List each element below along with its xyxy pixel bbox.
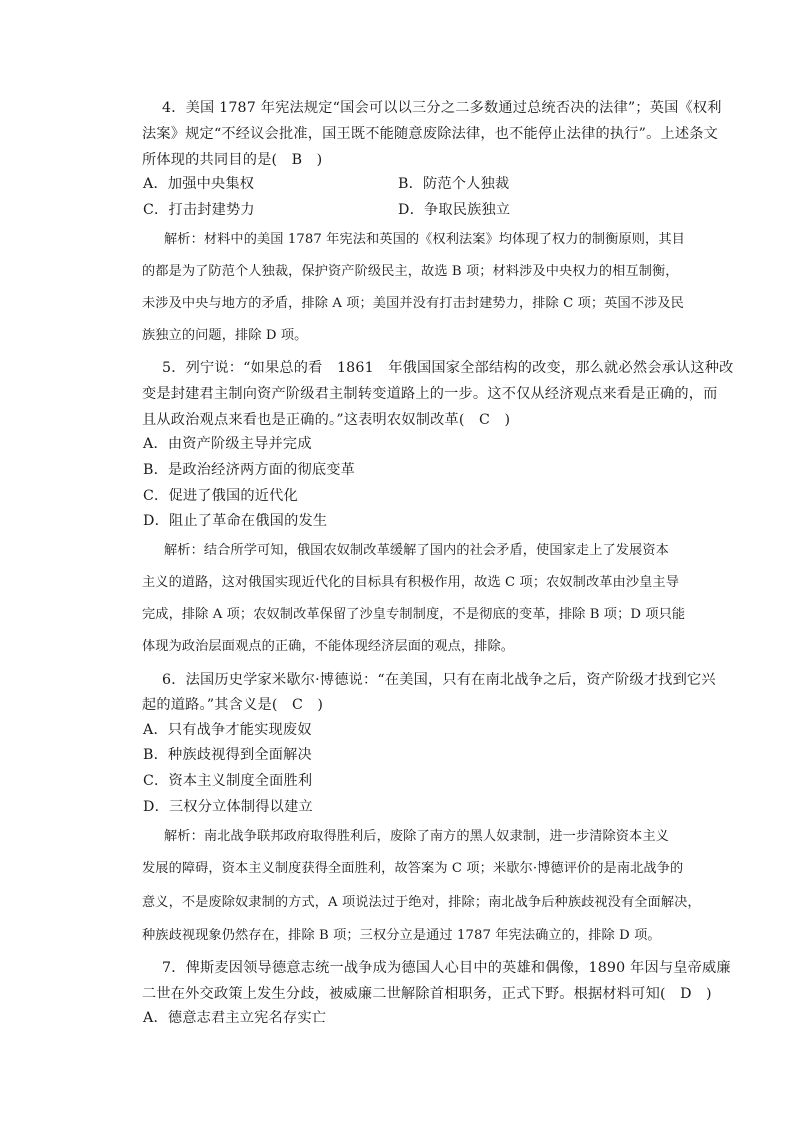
option-a: A．加强中央集权 <box>143 176 255 192</box>
option-d: D．阻止了革命在俄国的发生 <box>143 513 328 529</box>
explanation-line: 发展的障碍，资本主义制度获得全面胜利，故答案为 C 项；米歇尔·博德评价的是南北战争的 <box>142 861 684 876</box>
explanation-line: 解析：南北战争联邦政府取得胜利后，废除了南方的黑人奴隶制，进一步清除资本主义 <box>164 829 669 844</box>
option-b: B．防范个人独裁 <box>398 176 510 192</box>
question-stem-line: 7．俾斯麦因领导德意志统一战争成为德国人心目中的英雄和偶像，1890 年因与皇帝威廉 <box>162 960 731 976</box>
explanation-line: 族独立的问题，排除 D 项。 <box>142 328 308 343</box>
question-stem-line: 起的道路。”其含义是( C ) <box>142 697 324 713</box>
explanation-line: 的都是为了防范个人独裁，保护资产阶级民主，故选 B 项；材料涉及中央权力的相互制衡， <box>142 264 679 279</box>
explanation-line: 解析：材料中的美国 1787 年宪法和英国的《权利法案》均体现了权力的制衡原则，其目 <box>164 232 685 247</box>
option-b: B．种族歧视得到全面解决 <box>143 747 312 763</box>
question-stem-line: 法案》规定“不经议会批准，国王既不能随意废除法律，也不能停止法律的执行”。上述条文 <box>142 126 719 142</box>
option-a: A．德意志君主立宪名存实亡 <box>143 1010 327 1026</box>
question-stem-line: 二世在外交政策上发生分歧，被威廉二世解除首相职务，正式下野。根据材料可知( D ) <box>142 986 712 1002</box>
question-stem-line: 5．列宁说：“如果总的看 1861 年俄国国家全部结构的改变，那么就必然会承认这种改 <box>162 360 734 376</box>
option-b: B．是政治经济两方面的彻底变革 <box>143 462 356 478</box>
question-stem-line: 所体现的共同目的是( B ) <box>142 152 323 168</box>
explanation-line: 未涉及中央与地方的矛盾，排除 A 项；美国并没有打击封建势力，排除 C 项；英国不涉及民 <box>142 296 684 311</box>
explanation-line: 体现为政治层面观点的正确，不能体现经济层面的观点，排除。 <box>142 639 515 654</box>
explanation-line: 完成，排除 A 项；农奴制改革保留了沙皇专制制度，不是彻底的变革，排除 B 项；D 项只能 <box>142 607 686 622</box>
explanation-line: 解析：结合所学可知，俄国农奴制改革缓解了国内的社会矛盾，使国家走上了发展资本 <box>164 543 669 558</box>
question-stem-line: 且从政治观点来看也是正确的。”这表明农奴制改革( C ) <box>142 412 511 428</box>
explanation-line: 种族歧视现象仍然存在，排除 B 项；三权分立是通过 1787 年宪法确立的，排除 D 项。 <box>142 928 661 943</box>
option-a: A．由资产阶级主导并完成 <box>143 436 312 452</box>
option-c: C．促进了俄国的近代化 <box>143 488 298 504</box>
question-stem-line: 6．法国历史学家米歇尔·博德说：“在美国，只有在南北战争之后，资产阶级才找到它兴 <box>162 672 716 688</box>
question-stem-line: 变是封建君主制向资产阶级君主制转变道路上的一步。这不仅从经济观点来看是正确的，而 <box>142 386 718 402</box>
explanation-line: 意义，不是废除奴隶制的方式，A 项说法过于绝对，排除；南北战争后种族歧视没有全面解决， <box>142 895 701 910</box>
option-d: D．争取民族独立 <box>398 202 511 218</box>
option-c: C．打击封建势力 <box>143 202 255 218</box>
option-d: D．三权分立体制得以建立 <box>143 799 313 815</box>
option-c: C．资本主义制度全面胜利 <box>143 773 313 789</box>
option-a: A．只有战争才能实现废奴 <box>143 722 312 738</box>
explanation-line: 主义的道路，这对俄国实现近代化的目标具有积极作用，故选 C 项；农奴制改革由沙皇主导 <box>142 575 679 590</box>
question-stem-line: 4．美国 1787 年宪法规定“国会可以以三分之二多数通过总统否决的法律”；英国《权利 <box>162 100 722 116</box>
